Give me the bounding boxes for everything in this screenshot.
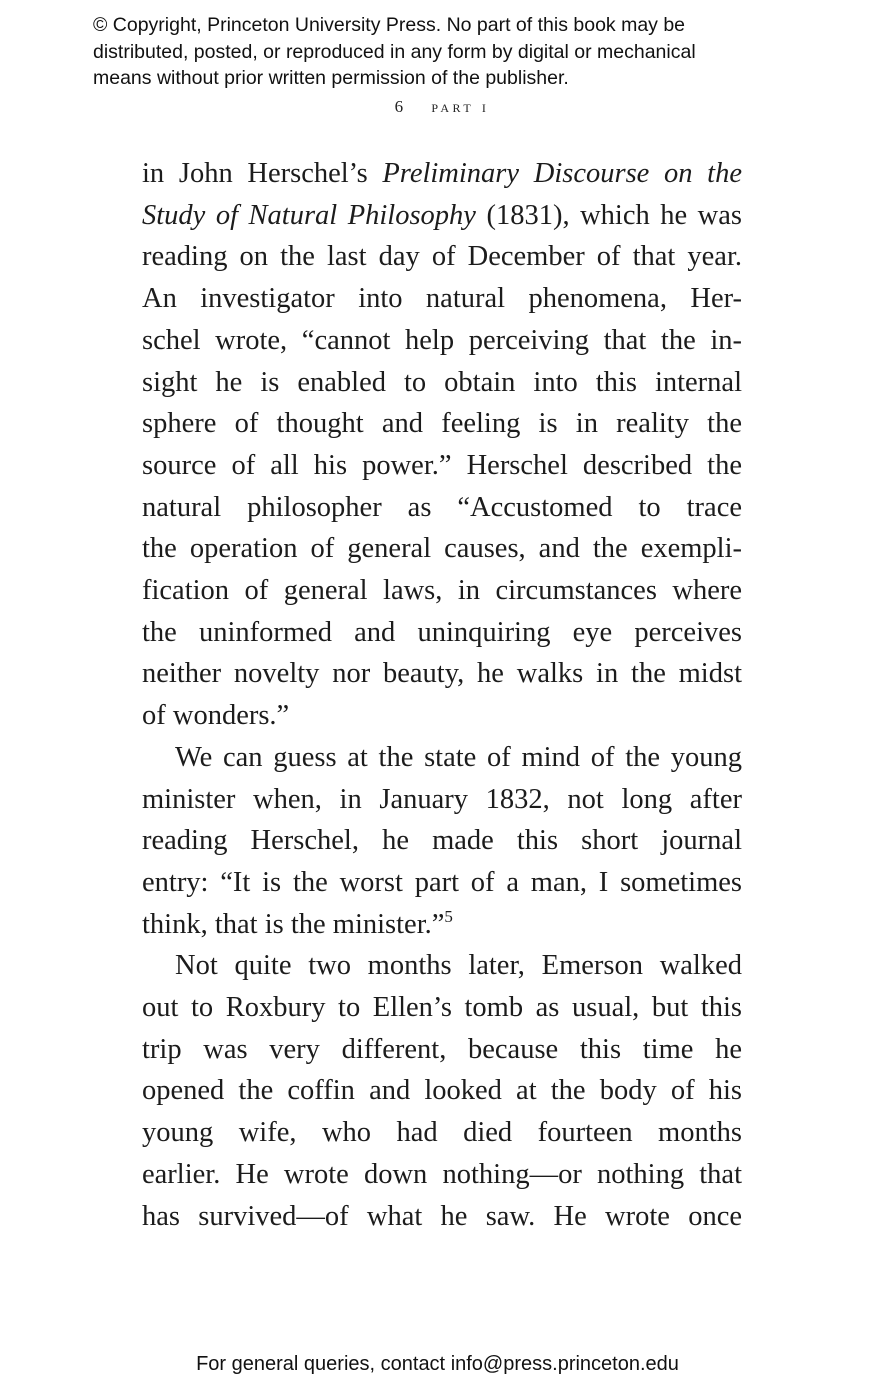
paragraph-1 [142,153,742,737]
text-line: opened the coffin and looked at the body of his [142,1075,742,1107]
text-line: out to Roxbury to Ellen’s tomb as usual, but this [142,992,742,1024]
footer-prefix: For general queries, contact [196,1353,446,1375]
paragraph-2 [142,737,742,946]
book-title-italic: Study of Natural Philosophy [142,199,476,231]
text-line: neither novelty nor beauty, he walks in the midst [142,658,742,690]
text-run: (1831), which he was [475,199,742,231]
text-line: minister when, in January 1832, not long after [142,783,742,815]
part-label: part i [431,97,490,116]
text-line: Not quite two months later, Emerson walked [175,950,742,982]
copyright-notice [93,12,833,92]
running-head [0,97,875,117]
paragraph-3 [142,945,742,1237]
body-text [142,153,742,1237]
text-line: earlier. He wrote down nothing—or nothing that [142,1158,742,1190]
text-line: of wonders.” [142,700,290,732]
text-line: source of all his power.” Herschel described the [142,449,742,481]
book-title-italic: Preliminary Discourse on the [382,158,742,189]
text-line [142,904,742,946]
copyright-line: © Copyright, Princeton University Press. No part of this book may be [93,14,686,36]
copyright-line: means without prior written permission of the publisher. [93,67,569,89]
text-line: fication of general laws, in circumstances where [142,575,742,607]
footer-contact [0,1353,875,1376]
text-line: natural philosopher as “Accustomed to trace [142,491,742,523]
text-line: schel wrote, “cannot help perceiving that the in- [142,324,742,356]
text-run: in John Herschel’s [142,158,383,189]
text-line: the operation of general causes, and the exempli- [142,533,742,565]
text-line: An investigator into natural phenomena, Her- [142,283,742,315]
footer-email-link[interactable]: info@press.princeton.edu [450,1353,679,1375]
text-line [142,153,742,195]
text-line: entry: “It is the worst part of a man, I sometimes [142,866,742,898]
footnote-reference[interactable]: 5 [444,906,453,926]
text-run: think, that is the minister.” [142,908,445,940]
text-line: reading on the last day of December of that year. [142,241,742,273]
text-line: sight he is enabled to obtain into this internal [142,366,742,398]
text-line [142,195,742,237]
text-line: reading Herschel, he made this short journal [142,825,742,857]
text-line: sphere of thought and feeling is in reality the [142,408,742,440]
page-number: 6 [394,97,407,116]
text-line: We can guess at the state of mind of the young [175,741,742,773]
copyright-line: distributed, posted, or reproduced in any form by digital or mechanical [93,40,696,63]
text-line: the uninformed and uninquiring eye perceives [142,616,742,648]
text-line: trip was very different, because this time he [142,1033,742,1065]
text-line: young wife, who had died fourteen months [142,1117,742,1149]
text-line: has survived—of what he saw. He wrote once [142,1200,742,1232]
